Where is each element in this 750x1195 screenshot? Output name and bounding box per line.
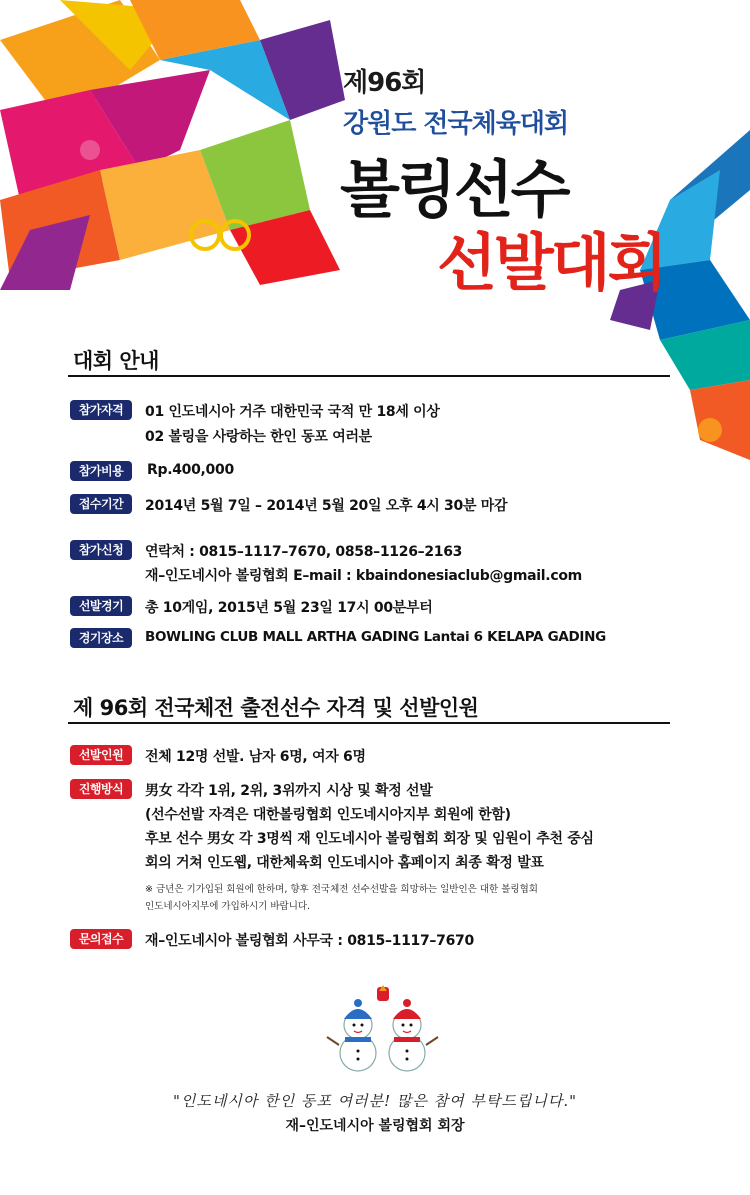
badge-selection-count: 선발인원 xyxy=(70,745,132,765)
badge-procedure: 진행방식 xyxy=(70,779,132,799)
procedure-line-1: 男女 각각 1위, 2위, 3위까지 시상 및 확정 선발 xyxy=(145,783,433,799)
badge-venue: 경기장소 xyxy=(70,628,132,648)
selection-count-value: 전체 12명 선발. 남자 6명, 여자 6명 xyxy=(145,749,366,765)
badge-inquiry: 문의접수 xyxy=(70,929,132,949)
application-email: 재–인도네시아 볼링협회 E–mail : kbaindonesiaclub@gmail.com xyxy=(145,568,582,584)
main-title-line1: 볼링선수 xyxy=(340,153,568,226)
main-title-line2: 선발대회 xyxy=(437,226,665,299)
badge-registration-period: 접수기간 xyxy=(70,494,132,514)
procedure-line-2: (선수선발 자격은 대한볼링협회 인도네시아지부 회원에 한함) xyxy=(145,807,511,823)
selection-games-value: 총 10게임, 2015년 5월 23일 17시 00분부터 xyxy=(145,600,433,616)
fee-value: Rp.400,000 xyxy=(147,462,234,478)
procedure-line-4: 회의 거쳐 인도웹, 대한체육회 인도네시아 홈페이지 최종 확정 발표 xyxy=(145,855,544,871)
eligibility-line-1: 01 인도네시아 거주 대한민국 국적 만 18세 이상 xyxy=(145,404,440,420)
venue-value: BOWLING CLUB MALL ARTHA GADING Lantai 6 KELAPA GADING xyxy=(145,629,606,645)
festival-title: 강원도 전국체육대회 xyxy=(343,109,569,139)
note-line-2: 인도네시아지부에 가입하시기 바랍니다. xyxy=(145,901,311,912)
note-line-1: ※ 금년은 기가입된 회원에 한하며, 향후 전국체전 선수선발을 희망하는 일반인은 대한 볼링협회 xyxy=(145,884,538,895)
registration-period-value: 2014년 5월 7일 – 2014년 5월 20일 오후 4시 30분 마감 xyxy=(145,498,508,514)
badge-fee: 참가비용 xyxy=(70,461,132,481)
association-president-signature: 재–인도네시아 볼링협회 회장 xyxy=(285,1118,465,1134)
badge-application: 참가신청 xyxy=(70,540,132,560)
application-contact: 연락처 : 0815–1117–7670, 0858–1126–2163 xyxy=(145,544,463,560)
badge-selection-games: 선발경기 xyxy=(70,596,132,616)
section1-divider xyxy=(68,375,670,377)
section1-title: 대회 안내 xyxy=(73,349,159,373)
sports-artwork-left xyxy=(0,0,350,290)
section2-title: 제 96회 전국체전 출전선수 자격 및 선발인원 xyxy=(73,696,479,720)
section2-divider xyxy=(68,722,670,724)
eligibility-line-2: 02 볼링을 사랑하는 한인 동포 여러분 xyxy=(145,429,372,445)
snowman-mascots-illustration xyxy=(325,985,440,1075)
closing-quote: "인도네시아 한인 동포 여러분! 많은 참여 부탁드립니다." xyxy=(173,1092,577,1110)
procedure-line-3: 후보 선수 男女 각 3명씩 재 인도네시아 볼링협회 회장 및 임원이 추천 중심 xyxy=(145,831,594,847)
edition-label: 제96회 xyxy=(343,68,426,98)
badge-eligibility: 참가자격 xyxy=(70,400,132,420)
inquiry-value: 재–인도네시아 볼링협회 사무국 : 0815–1117–7670 xyxy=(145,933,474,949)
